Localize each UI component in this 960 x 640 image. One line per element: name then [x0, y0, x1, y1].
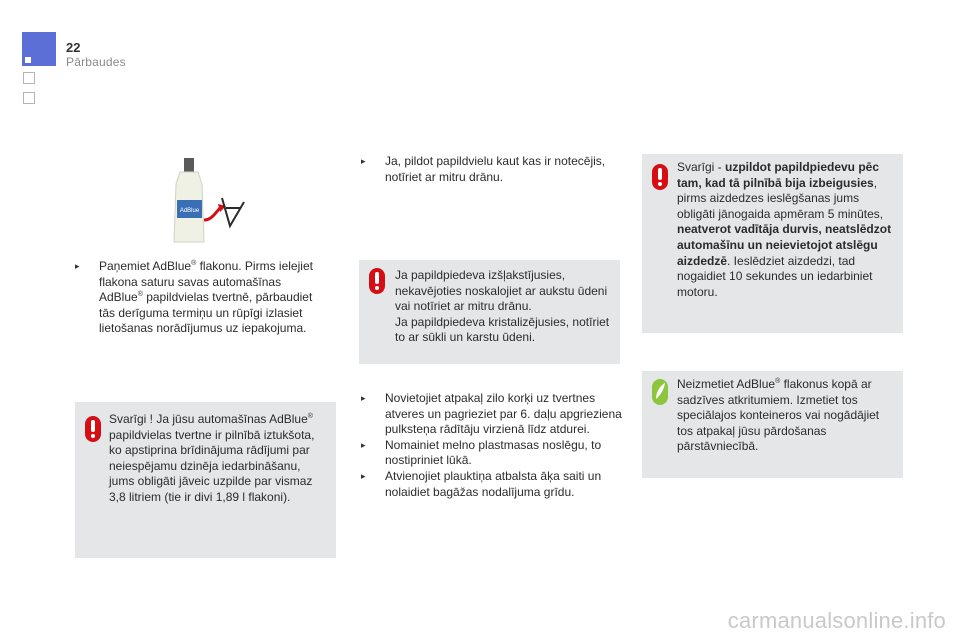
- tab-marker-1: [23, 72, 35, 84]
- warning-text: Svarīgi - uzpildot papildpiedevu pēc tam, kad tā pilnībā bija izbeigusies, pirms aizdedzes ieslēgšanas jums obligāti jānogaida apmēram 5 minūtes, neatverot vadītāja durvis, neatslēdzot automašīnu un neievietojot atslēgu aizdedzē. Ieslēdziet aizdedzi, tad nogaidiet 10 sekundes un iedarbiniet motoru.: [677, 160, 892, 299]
- col2-bullets: [361, 391, 623, 500]
- triangle-bullet-icon: ▸: [361, 439, 366, 450]
- section-marker: [25, 57, 31, 63]
- list-item: ▸ Nomainiet melno plastmasas noslēgu, to nostipriniet lūkā.: [361, 437, 602, 468]
- col1-bullet: [75, 259, 325, 337]
- warning-text: Svarīgi ! Ja jūsu automašīnas AdBlue® papildvielas tvertne ir pilnībā iztukšota, ko apstiprina brīdinājuma rādījumi par neiespējamu dzinēja iedarbināšanu, jums obligāti jāveic uzpilde par vismaz 3,8 litriem (tie ir divi 1,89 l flakoni).: [109, 412, 315, 504]
- list-item: ▸ Novietojiet atpakaļ zilo korķi uz tvertnes atveres un pagrieziet par 6. daļu apgrieziena pulksteņa rādītāju virzienā līdz atdurei.: [361, 391, 622, 437]
- no-mark-icon: [222, 198, 244, 226]
- tab-marker-2: [23, 92, 35, 104]
- col2-bullet-top: [361, 154, 617, 185]
- bottle-cap: [184, 158, 194, 172]
- triangle-bullet-icon: ▸: [361, 470, 366, 481]
- warning-box-empty-tank: [75, 402, 336, 558]
- exclamation-warning-icon: [652, 164, 668, 190]
- red-arrow: [204, 208, 220, 220]
- section-title: Pārbaudes: [66, 55, 126, 69]
- bullet-text: Paņemiet AdBlue® flakonu. Pirms ielejiet flakona saturu savas automašīnas AdBlue® papildvielas tvertnē, pārbaudiet tās derīguma termiņu un rūpīgi izlasiet lietošanas norādījumus uz iepakojuma.: [99, 259, 313, 336]
- eco-text: Neizmetiet AdBlue® flakonus kopā ar sadzīves atkritumiem. Izmetiet tos speciālajos konteineros vai nogādājiet tos atpakaļ jūsu pārdošanas pārstāvniecībā.: [677, 377, 880, 454]
- page-number: 22: [66, 40, 81, 55]
- warning-text: Ja papildpiedeva izšļakstījusies, nekavējoties noskalojiet ar aukstu ūdeni vai notīriet ar mitru drānu. Ja papildpiedeva kristalizējusies, notīriet to ar sūkli un karstu ūdeni.: [395, 268, 610, 345]
- adblue-bottle-illustration: [160, 150, 260, 250]
- list-item: ▸ Atvienojiet plauktiņa atbalsta āķa saiti un nolaidiet bagāžas nodalījuma grīdu.: [361, 468, 602, 499]
- triangle-bullet-icon: ▸: [361, 156, 366, 166]
- section-color-block: [22, 32, 56, 66]
- triangle-bullet-icon: ▸: [75, 261, 80, 271]
- eco-box-disposal: [642, 371, 903, 478]
- watermark: carmanualsonline.info: [727, 608, 946, 633]
- warning-box-refill: [642, 154, 903, 333]
- bottle-label-text: AdBlue: [179, 208, 200, 214]
- warning-box-spill: [359, 260, 620, 364]
- triangle-bullet-icon: ▸: [361, 393, 366, 403]
- exclamation-warning-icon: [85, 416, 101, 442]
- exclamation-warning-icon: [369, 268, 385, 294]
- leaf-environment-icon: [652, 379, 668, 405]
- bullet-text: Ja, pildot papildvielu kaut kas ir notecējis, notīriet ar mitru drānu.: [385, 154, 606, 184]
